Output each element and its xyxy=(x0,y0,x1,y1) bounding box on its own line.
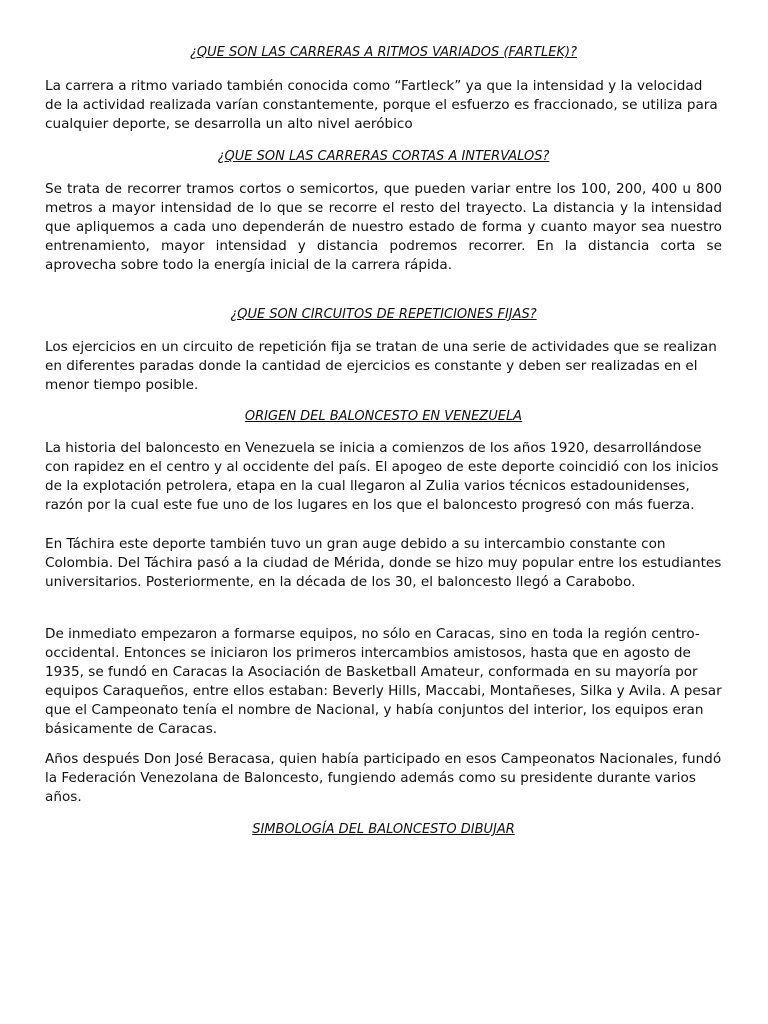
paragraph-carreras-cortas: Se trata de recorrer tramos cortos o semicortos, que pueden variar entre los 100, 200, 400 u 800 metros a mayor intensidad de lo que se recorre el resto del trayecto. La distancia y la intensidad que apliquemos a cada uno dependerán de nuestro estado de forma y cuanto mayor sea nuestro entrenamiento, mayor intensidad y distancia podremos recorrer. En la distancia corta se aprovecha sobre todo la energía inicial de la carrera rápida. xyxy=(45,181,722,273)
heading-origen-baloncesto: ORIGEN DEL BALONCESTO EN VENEZUELA xyxy=(244,409,523,424)
heading-circuitos: ¿QUE SON CIRCUITOS DE REPETICIONES FIJAS? xyxy=(230,307,537,322)
paragraph-historia-2: En Táchira este deporte también tuvo un gran auge debido a su intercambio constante con Colombia. Del Táchira pasó a la ciudad de Mérida, donde se hizo muy popular entre los estudiantes universitarios. Posteriormente, en la década de los 30, el baloncesto llegó a Carabobo. xyxy=(45,536,722,590)
heading-simbologia: SIMBOLOGÍA DEL BALONCESTO DIBUJAR xyxy=(252,822,515,837)
paragraph-historia-3: De inmediato empezaron a formarse equipos, no sólo en Caracas, sino en toda la región centro-occidental. Entonces se iniciaron los primeros intercambios amistosos, hasta que en agosto de 1935, se fundó en Caracas la Asociación de Basketball Amateur, conformada en su mayoría por equipos Caraqueños, entre ellos estaban: Beverly Hills, Maccabi, Montañeses, Silka y Avila. A pesar que el Campeonato tenía el nombre de Nacional, y había conjuntos del interior, los equipos eran básicamente de Caracas. xyxy=(45,626,722,737)
paragraph-fartlek: La carrera a ritmo variado también conocida como “Fartleck” ya que la intensidad y la velocidad de la actividad realizada varían constantemente, porque el esfuerzo es fraccionado, se utiliza para cualquier deporte, se desarrolla un alto nivel aeróbico xyxy=(45,78,718,132)
heading-fartlek: ¿QUE SON LAS CARRERAS A RITMOS VARIADOS (FARTLEK)? xyxy=(190,45,577,60)
paragraph-circuitos: Los ejercicios en un circuito de repetición fija se tratan de una serie de actividades que se realizan en diferentes paradas donde la cantidad de ejercicios es constante y deben ser realizadas en el menor tiempo posible. xyxy=(45,339,717,393)
heading-carreras-cortas: ¿QUE SON LAS CARRERAS CORTAS A INTERVALOS? xyxy=(217,149,550,164)
paragraph-historia-4: Años después Don José Beracasa, quien había participado en esos Campeonatos Nacionales, fundó la Federación Venezolana de Baloncesto, fungiendo además como su presidente durante varios años. xyxy=(45,751,722,805)
paragraph-historia-1: La historia del baloncesto en Venezuela se inicia a comienzos de los años 1920, desarrollándose con rapidez en el centro y al occidente del país. El apogeo de este deporte coincidió con los inicios de la explotación petrolera, etapa en la cual llegaron al Zulia varios técnicos estadounidenses, razón por la cual este fue uno de los lugares en los que el baloncesto progresó con más fuerza. xyxy=(45,440,719,513)
